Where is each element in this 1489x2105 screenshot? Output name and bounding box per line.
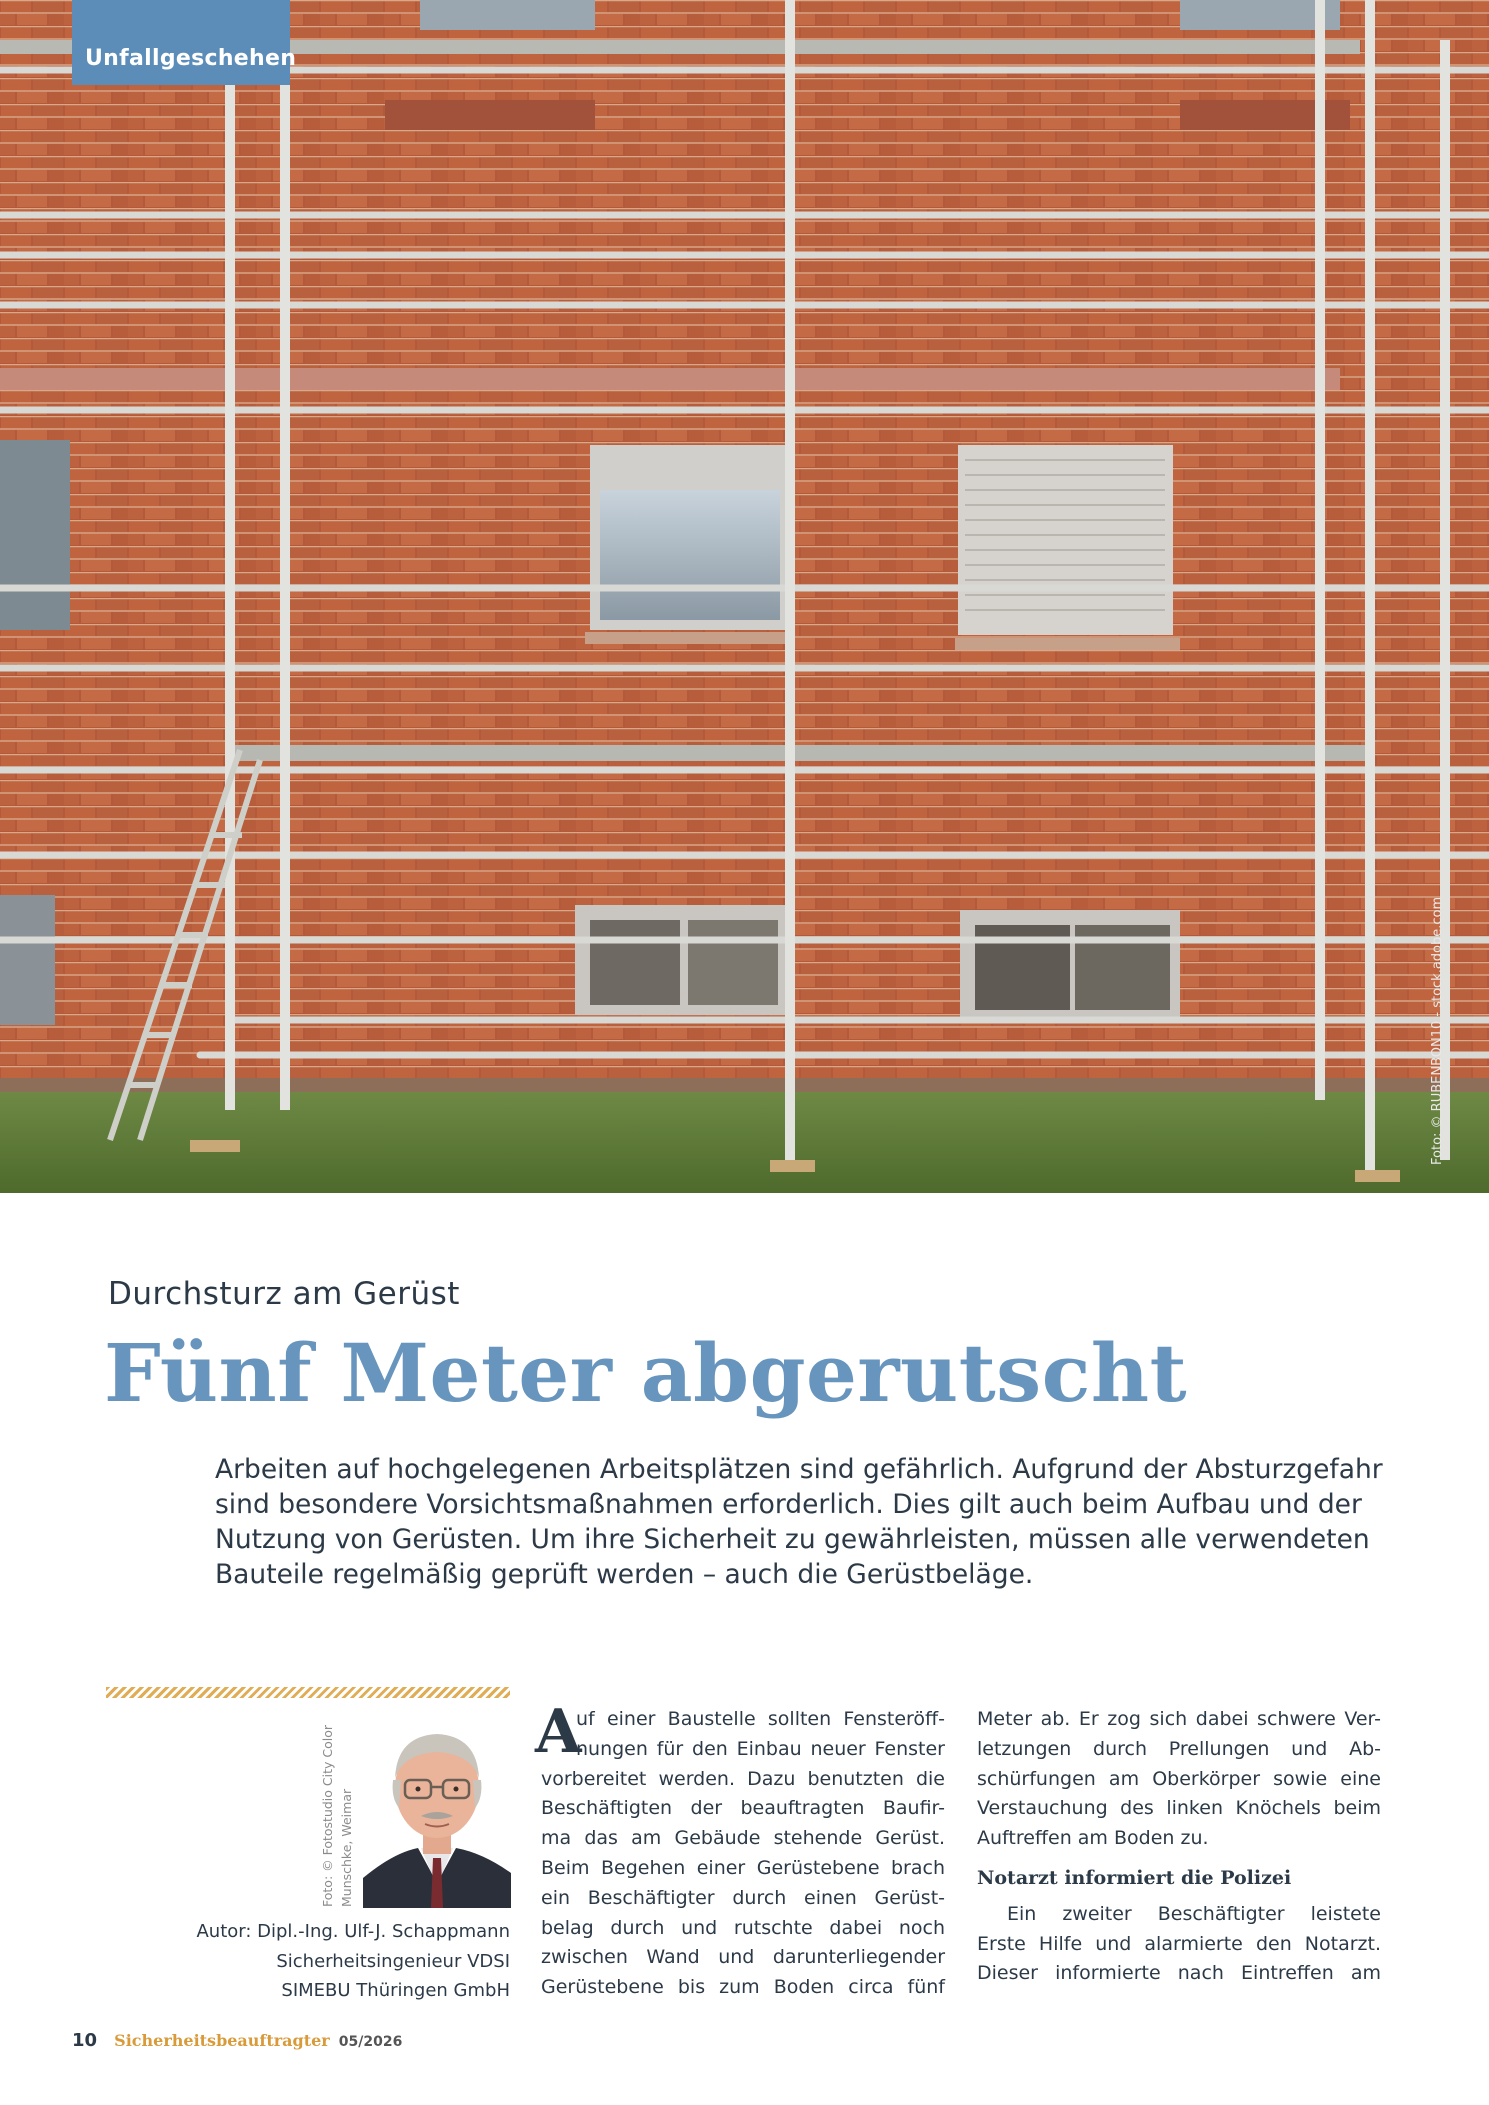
section-tag — [72, 0, 297, 85]
body-line: Erste Hilfe und alarmierte den Notarzt. — [977, 1932, 1381, 1955]
body-line: vorbereitet werden. Dazu benutzten die — [541, 1767, 945, 1790]
body-line: Auftreffen am Boden zu. — [977, 1827, 1209, 1850]
lead-line: Bauteile regelmäßig geprüft werden – auch die Gerüstbeläge. — [215, 1559, 1034, 1590]
body-line: nungen für den Einbau neuer Fenster — [576, 1737, 945, 1760]
author-box-divider — [106, 1687, 510, 1698]
body-line: Meter ab. Er zog sich dabei schwere Ver- — [977, 1708, 1381, 1730]
body-line: uf einer Baustelle sollten Fensteröff- — [576, 1708, 945, 1730]
body-column-2 — [977, 1705, 1381, 1989]
section-tag-label: Unfallgeschehen — [85, 46, 297, 71]
hero-photo-credit: Foto: © RUBENBON10 - stock.adobe.com — [1430, 896, 1445, 1165]
body-line: letzungen durch Prellungen und Ab- — [977, 1737, 1381, 1760]
body-line: ein Beschäftigter durch einen Gerüst- — [541, 1886, 945, 1909]
page-number: 10 — [72, 2030, 98, 2051]
body-line: belag durch und rutschte dabei noch — [541, 1916, 945, 1939]
body-line: schürfungen am Oberkörper sowie eine — [977, 1767, 1381, 1790]
body-line: Beschäftigten der beauftragten Baufir- — [541, 1797, 945, 1820]
lead-line: Arbeiten auf hochgelegenen Arbeitsplätzen sind gefährlich. Aufgrund der Absturzgefahr — [215, 1454, 1383, 1485]
body-line: Beim Begehen einer Gerüstebene brach — [541, 1856, 945, 1879]
body-line: Verstauchung des linken Knöchels beim — [977, 1797, 1381, 1820]
author-name: Autor: Dipl.-Ing. Ulf-J. Schappmann — [196, 1921, 510, 1942]
lead-line: Nutzung von Gerüsten. Um ihre Sicherheit zu gewährleisten, müssen alle verwendeten — [215, 1524, 1370, 1555]
body-subheading: Notarzt informiert die Polizei — [977, 1866, 1292, 1889]
body-line: Gerüstebene bis zum Boden circa fünf — [541, 1976, 945, 1999]
article-kicker: Durchsturz am Gerüst — [108, 1276, 460, 1312]
body-line: ma das am Gebäude stehende Gerüst. — [541, 1827, 945, 1850]
author-portrait-image — [363, 1708, 511, 1908]
body-line: Dieser informierte nach Eintreffen am — [977, 1962, 1381, 1985]
page-footer — [72, 2030, 402, 2051]
article-lead — [215, 1452, 1405, 1592]
body-column-1 — [541, 1705, 945, 2003]
author-info — [106, 1917, 510, 2006]
issue-number: 05/2026 — [338, 2034, 403, 2050]
author-photo-credit — [318, 1707, 356, 1907]
author-photo-credit-line: Munschke, Weimar — [339, 1788, 354, 1907]
lead-line: sind besondere Vorsichtsmaßnahmen erforderlich. Dies gilt auch beim Aufbau und der — [215, 1489, 1362, 1520]
author-company: SIMEBU Thüringen GmbH — [281, 1980, 510, 2001]
author-photo-credit-line: Foto: © Fotostudio City Color — [320, 1724, 335, 1907]
body-line: Ein zweiter Beschäftigter leistete — [1007, 1902, 1381, 1925]
author-role: Sicherheitsingenieur VDSI — [276, 1950, 510, 1972]
magazine-name: Sicherheitsbeauftragter — [114, 2031, 330, 2050]
body-line: zwischen Wand und darunterliegender — [541, 1946, 945, 1969]
drop-cap: A — [535, 1697, 582, 1767]
article-title: Fünf Meter abgerutscht — [104, 1326, 1188, 1420]
author-portrait — [363, 1708, 511, 1908]
